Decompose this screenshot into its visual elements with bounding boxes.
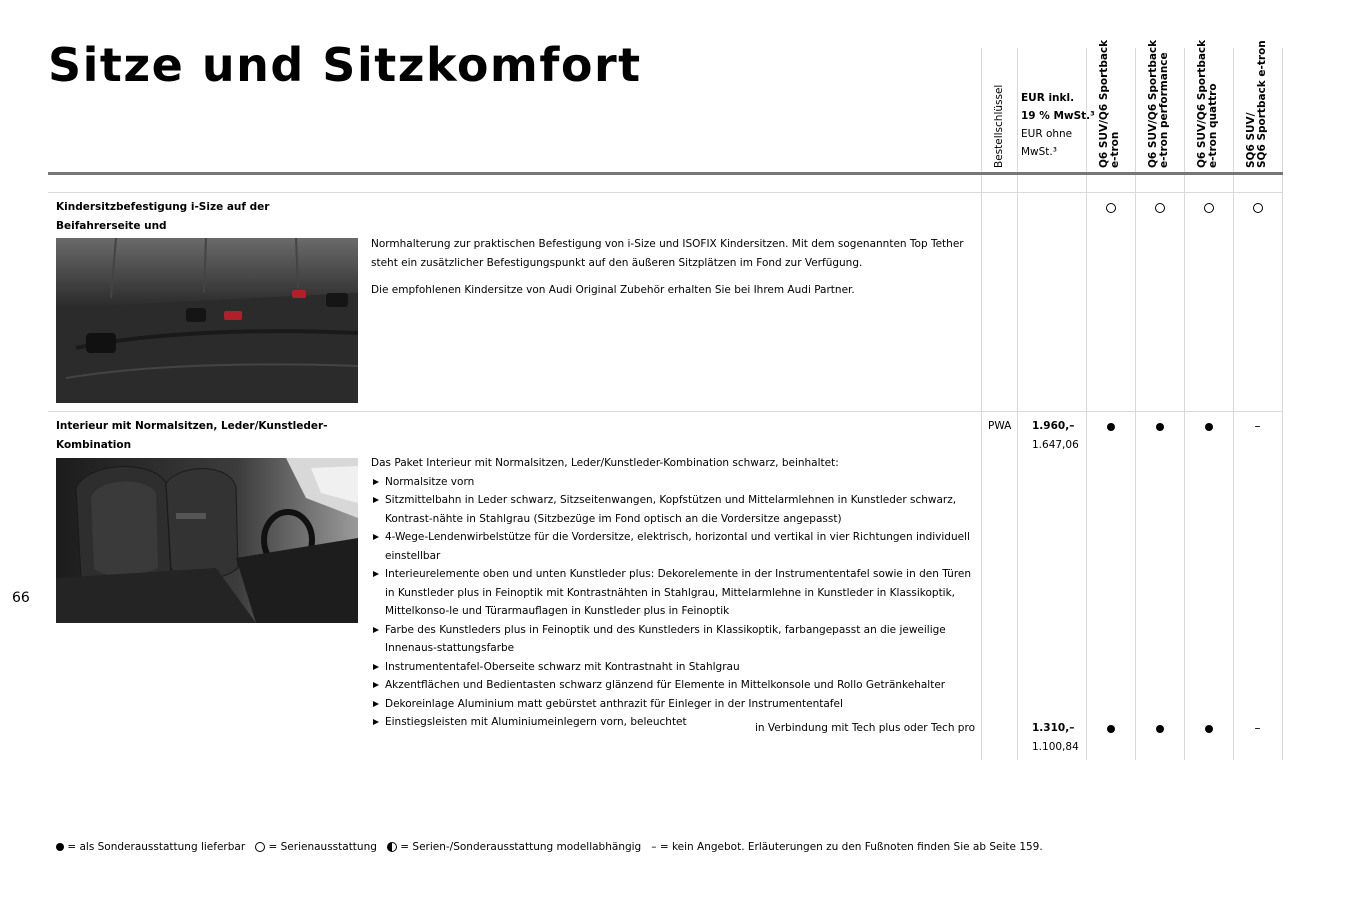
list-item: Interieurelemente oben und unten Kunstleder plus: Dekorelemente in der Instrumententafel sowie in den Türen in Kunstleder plus in Feinoptik mit Kontrastnähten in Stahlgrau, Mittelarmlehne in Kunstleder in Klassikoptik, Mittelkonso-le und Türarmauflagen in Kunstleder plus in Feinoptik	[371, 565, 976, 621]
page-number: 66	[12, 590, 30, 606]
order-code: PWA	[988, 420, 1012, 432]
model-header-q6-etron-quattro: Q6 SUV/Q6 Sportback e-tron quattro	[1196, 39, 1219, 168]
full-circle-icon	[56, 843, 64, 851]
price-interior: 1.960,– 1.647,06	[1032, 420, 1079, 451]
list-item: 4-Wege-Lendenwirbelstütze für die Vordersitze, elektrisch, horizontal und vertikal in vier Richtungen individuell einstellbar	[371, 528, 976, 565]
header-rule	[48, 172, 1283, 175]
availability-open-icon	[1184, 198, 1233, 216]
availability-open-icon	[1135, 198, 1184, 216]
page-title: Sitze und Sitzkomfort	[48, 38, 642, 92]
front-seats-interior-photo	[56, 458, 358, 623]
half-circle-icon	[387, 842, 397, 852]
rear-seat-isofix-photo	[56, 238, 358, 403]
list-item: Instrumententafel-Oberseite schwarz mit Kontrastnaht in Stahlgrau	[371, 658, 976, 677]
row-title-child-seat: Kindersitzbefestigung i-Size auf der Beifahrerseite und	[56, 201, 270, 232]
availability-dash: –	[1254, 419, 1261, 433]
list-item: Farbe des Kunstleders plus in Feinoptik und des Kunstleders in Klassikoptik, farbangepasst an die jeweilige Innenaus-stattungsfarbe	[371, 621, 976, 658]
model-header-q6-etron-performance: Q6 SUV/Q6 Sportback e-tron performance	[1147, 39, 1170, 168]
model-header-q6-etron: Q6 SUV/Q6 Sportback e-tron	[1098, 39, 1121, 168]
availability-open-icon	[1086, 198, 1135, 216]
sub-row-label: in Verbindung mit Tech plus oder Tech pro	[754, 722, 975, 734]
list-item: Einstiegsleisten mit Aluminiumeinlegern vorn, beleuchtet	[371, 713, 976, 732]
availability-full-icon	[1086, 719, 1135, 737]
list-item: Normalsitze vorn	[371, 473, 976, 492]
availability-dash: –	[1254, 721, 1261, 735]
list-item: Sitzmittelbahn in Leder schwarz, Sitzseitenwangen, Kopfstützen und Mittelarmlehnen in Kunstleder schwarz, Kontrast-nähte in Stahlgrau (Sitzbezüge im Fond optisch an die Vordersitze angepasst)	[371, 491, 976, 528]
list-item: Dekoreinlage Aluminium matt gebürstet anthrazit für Einleger in der Instrumententafel	[371, 695, 976, 714]
price-header: EUR inkl. 19 % MwSt.³ EUR ohne MwSt.³	[1021, 92, 1095, 158]
price-interior-tech: 1.310,– 1.100,84	[1032, 722, 1079, 753]
row-desc-child-seat: Normhalterung zur praktischen Befestigung von i-Size und ISOFIX Kindersitzen. Mit dem sogenannten Top Tether steht ein zusätzlicher Befestigungspunkt auf den äußeren Sitzplätzen im Fond zur Verfügung. Die empfohlenen Kindersitze von Audi Original Zubehör erhalten Sie bei Ihrem Audi Partner.	[371, 238, 964, 296]
row-title-interior: Interieur mit Normalsitzen, Leder/Kunstleder-Kombination	[56, 420, 328, 451]
feature-list	[371, 473, 976, 732]
availability-full-icon	[1184, 417, 1233, 435]
list-item: Akzentflächen und Bedientasten schwarz glänzend für Elemente in Mittelkonsole und Rollo Getränkehalter	[371, 676, 976, 695]
availability-full-icon	[1086, 417, 1135, 435]
row-desc-interior: Das Paket Interieur mit Normalsitzen, Leder/Kunstleder-Kombination schwarz, beinhaltet: Normalsitze vorn Sitzmittelbahn in Leder schwarz, Sitzseitenwangen, Kopfstützen und Mittelarmlehnen in Kunstleder schwarz, Kontrast-nähte in Stahlgrau (Sitzbezüge im Fond optisch an die Vordersitze angepasst) 4-Wege-Lendenwirbelstütze für die Vordersitze, elektrisch, horizontal und vertikal in vier Richtungen individuell einstellbar Interieurelemente oben und unten Kunstleder plus: Dekorelemente in der Instrumententafel sowie in den Türen in Kunstleder plus in Feinoptik mit Kontrastnähten in Stahlgrau, Mittelarmlehne in Kunstleder in Klassikoptik, Mittelkonso-le und Türarmauflagen in Kunstleder plus in Feinoptik Farbe des Kunstleders plus in Feinoptik und des Kunstleders in Klassikoptik, farbangepasst an die jeweilige Innenaus-stattungsfarbe Instrumententafel-Oberseite schwarz mit Kontrastnaht in Stahlgrau Akzentflächen und Bedientasten schwarz glänzend für Elemente in Mittelkonsole und Rollo Getränkehalter Dekoreinlage Aluminium matt gebürstet anthrazit für Einleger in der Instrumententafel Einstiegsleisten mit Aluminiumeinlegern vorn, beleuchtet	[371, 454, 976, 732]
model-header-sq6-etron: SQ6 SUV/ SQ6 Sportback e-tron	[1245, 40, 1268, 168]
legend: = als Sonderausstattung lieferbar = Serienausstattung = Serien-/Sonderausstattung modellabhängig – = kein Angebot. Erläuterungen zu den Fußnoten finden Sie ab Seite 159.	[56, 838, 1043, 856]
availability-full-icon	[1135, 417, 1184, 435]
availability-full-icon	[1184, 719, 1233, 737]
availability-full-icon	[1135, 719, 1184, 737]
open-circle-icon	[255, 842, 265, 852]
order-key-header: Bestellschlüssel	[993, 84, 1005, 168]
availability-open-icon	[1233, 198, 1282, 216]
